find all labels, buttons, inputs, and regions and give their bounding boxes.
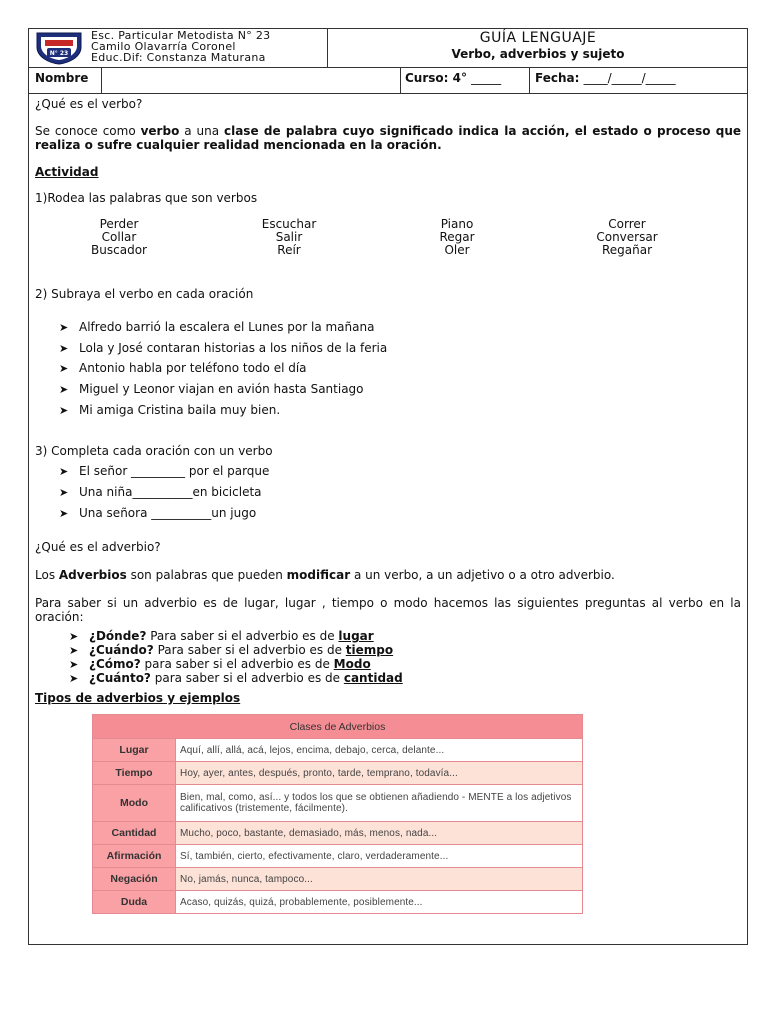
word-option: Conversar <box>596 230 658 244</box>
curso-divider <box>400 67 401 93</box>
teacher-name: Educ.Dif: Constanza Maturana <box>91 51 266 64</box>
adverb-examples: No, jamás, nunca, tampoco... <box>176 868 583 891</box>
fecha-divider <box>529 67 530 93</box>
page-title: GUÍA LENGUAJE <box>479 30 597 46</box>
word-option: Escuchar <box>261 217 317 231</box>
word-option: Reír <box>277 243 301 257</box>
sentence-item: ➤ Alfredo barrió la escalera el Lunes por la mañana <box>59 320 375 334</box>
adverb-question-item: ➤ ¿Cómo? para saber si el adverbio es de Modo <box>69 657 371 671</box>
adverb-examples: Acaso, quizás, quizá, probablemente, posiblemente... <box>176 891 583 914</box>
school-place: Camilo Olavarría Coronel <box>91 40 236 53</box>
nombre-divider <box>101 67 102 93</box>
arrow-bullet-icon: ➤ <box>59 321 69 334</box>
sentence-item: ➤ Lola y José contaran historias a los niños de la feria <box>59 341 388 355</box>
table-row <box>93 739 583 762</box>
table-row <box>93 822 583 845</box>
table-row <box>93 891 583 914</box>
sentence-item: ➤ Miguel y Leonor viajan en avión hasta Santiago <box>59 382 364 396</box>
adverbio-question: ¿Qué es el adverbio? <box>35 540 161 554</box>
arrow-bullet-icon: ➤ <box>69 630 79 643</box>
adverb-category: Tiempo <box>93 762 176 785</box>
adverbio-definition: Los Adverbios son palabras que pueden modificar a un verbo, a un adjetivo o a otro adverbio. <box>35 568 615 582</box>
adverb-category: Modo <box>93 785 176 822</box>
adverb-table <box>92 714 583 914</box>
word-option: Salir <box>275 230 303 244</box>
arrow-bullet-icon: ➤ <box>59 383 69 396</box>
sentence-item: ➤ Antonio habla por teléfono todo el día <box>59 361 307 375</box>
fill-blank-item: ➤ El señor _________ por el parque <box>59 464 270 478</box>
adverb-examples: Sí, también, cierto, efectivamente, claro, verdaderamente... <box>176 845 583 868</box>
table-header: Clases de Adverbios <box>93 715 583 739</box>
table-row <box>93 785 583 822</box>
word-option: Regar <box>439 230 475 244</box>
verbo-question: ¿Qué es el verbo? <box>35 97 143 111</box>
word-option: Piano <box>440 217 474 231</box>
word-option: Correr <box>608 217 646 231</box>
arrow-bullet-icon: ➤ <box>59 486 69 499</box>
adverbio-intro: Para saber si un adverbio es de lugar, lugar , tiempo o modo hacemos las siguientes preguntas al verbo en la oración: <box>35 596 741 624</box>
arrow-bullet-icon: ➤ <box>69 658 79 671</box>
header-divider <box>327 29 328 67</box>
word-option: Buscador <box>91 243 147 257</box>
fecha-label: Fecha: ____/_____/_____ <box>535 71 676 85</box>
activity-1-instruction: 1)Rodea las palabras que son verbos <box>35 191 258 205</box>
table-row <box>93 868 583 891</box>
word-option: Collar <box>101 230 137 244</box>
adverb-category: Duda <box>93 891 176 914</box>
arrow-bullet-icon: ➤ <box>69 672 79 685</box>
sentence-item: ➤ Mi amiga Cristina baila muy bien. <box>59 403 281 417</box>
fill-blank-item: ➤ Una niña__________en bicicleta <box>59 485 262 499</box>
arrow-bullet-icon: ➤ <box>59 404 69 417</box>
school-name: Esc. Particular Metodista N° 23 <box>91 29 271 42</box>
arrow-bullet-icon: ➤ <box>59 465 69 478</box>
word-option: Perder <box>99 217 139 231</box>
adverb-examples: Mucho, poco, bastante, demasiado, más, menos, nada... <box>176 822 583 845</box>
word-option: Regañar <box>601 243 653 257</box>
page-subtitle: Verbo, adverbios y sujeto <box>451 47 625 61</box>
activity-2-instruction: 2) Subraya el verbo en cada oración <box>35 287 254 301</box>
curso-label: Curso: 4° _____ <box>405 71 502 85</box>
table-header-row <box>93 715 583 739</box>
adverb-category: Lugar <box>93 739 176 762</box>
arrow-bullet-icon: ➤ <box>59 362 69 375</box>
adverb-category: Afirmación <box>93 845 176 868</box>
table-row <box>93 762 583 785</box>
actividad-title: Actividad <box>35 165 99 179</box>
word-option: Oler <box>444 243 470 257</box>
arrow-bullet-icon: ➤ <box>59 507 69 520</box>
nombre-label: Nombre <box>35 71 89 85</box>
arrow-bullet-icon: ➤ <box>69 644 79 657</box>
header <box>29 29 747 68</box>
school-info <box>91 30 270 63</box>
tipos-title: Tipos de adverbios y ejemplos <box>35 691 241 705</box>
adverb-examples: Bien, mal, como, así... y todos los que se obtienen añadiendo - MENTE a los adjetivos calificativos (tristemente, fácilmente). <box>176 785 583 822</box>
adverb-question-item: ➤ ¿Cuánto? para saber si el adverbio es de cantidad <box>69 671 403 685</box>
fill-blank-item: ➤ Una señora __________un jugo <box>59 506 257 520</box>
adverb-examples: Aquí, allí, allá, acá, lejos, encima, debajo, cerca, delante... <box>176 739 583 762</box>
adverb-category: Negación <box>93 868 176 891</box>
worksheet-frame <box>28 28 748 945</box>
logo-number: N° 23 <box>49 50 69 57</box>
adverb-question-item: ➤ ¿Dónde? Para saber si el adverbio es de lugar <box>69 629 374 643</box>
student-info-row <box>29 67 747 94</box>
arrow-bullet-icon: ➤ <box>59 342 69 355</box>
activity-3-instruction: 3) Completa cada oración con un verbo <box>35 444 273 458</box>
adverb-category: Cantidad <box>93 822 176 845</box>
table-row <box>93 845 583 868</box>
school-shield-logo <box>33 31 85 65</box>
adverb-examples: Hoy, ayer, antes, después, pronto, tarde, temprano, todavía... <box>176 762 583 785</box>
adverb-question-item: ➤ ¿Cuándo? Para saber si el adverbio es de tiempo <box>69 643 394 657</box>
verbo-definition: Se conoce como verbo a una clase de palabra cuyo significado indica la acción, el estado o proceso que realiza o sufre cualquier realidad mencionada en la oración. <box>35 124 741 152</box>
